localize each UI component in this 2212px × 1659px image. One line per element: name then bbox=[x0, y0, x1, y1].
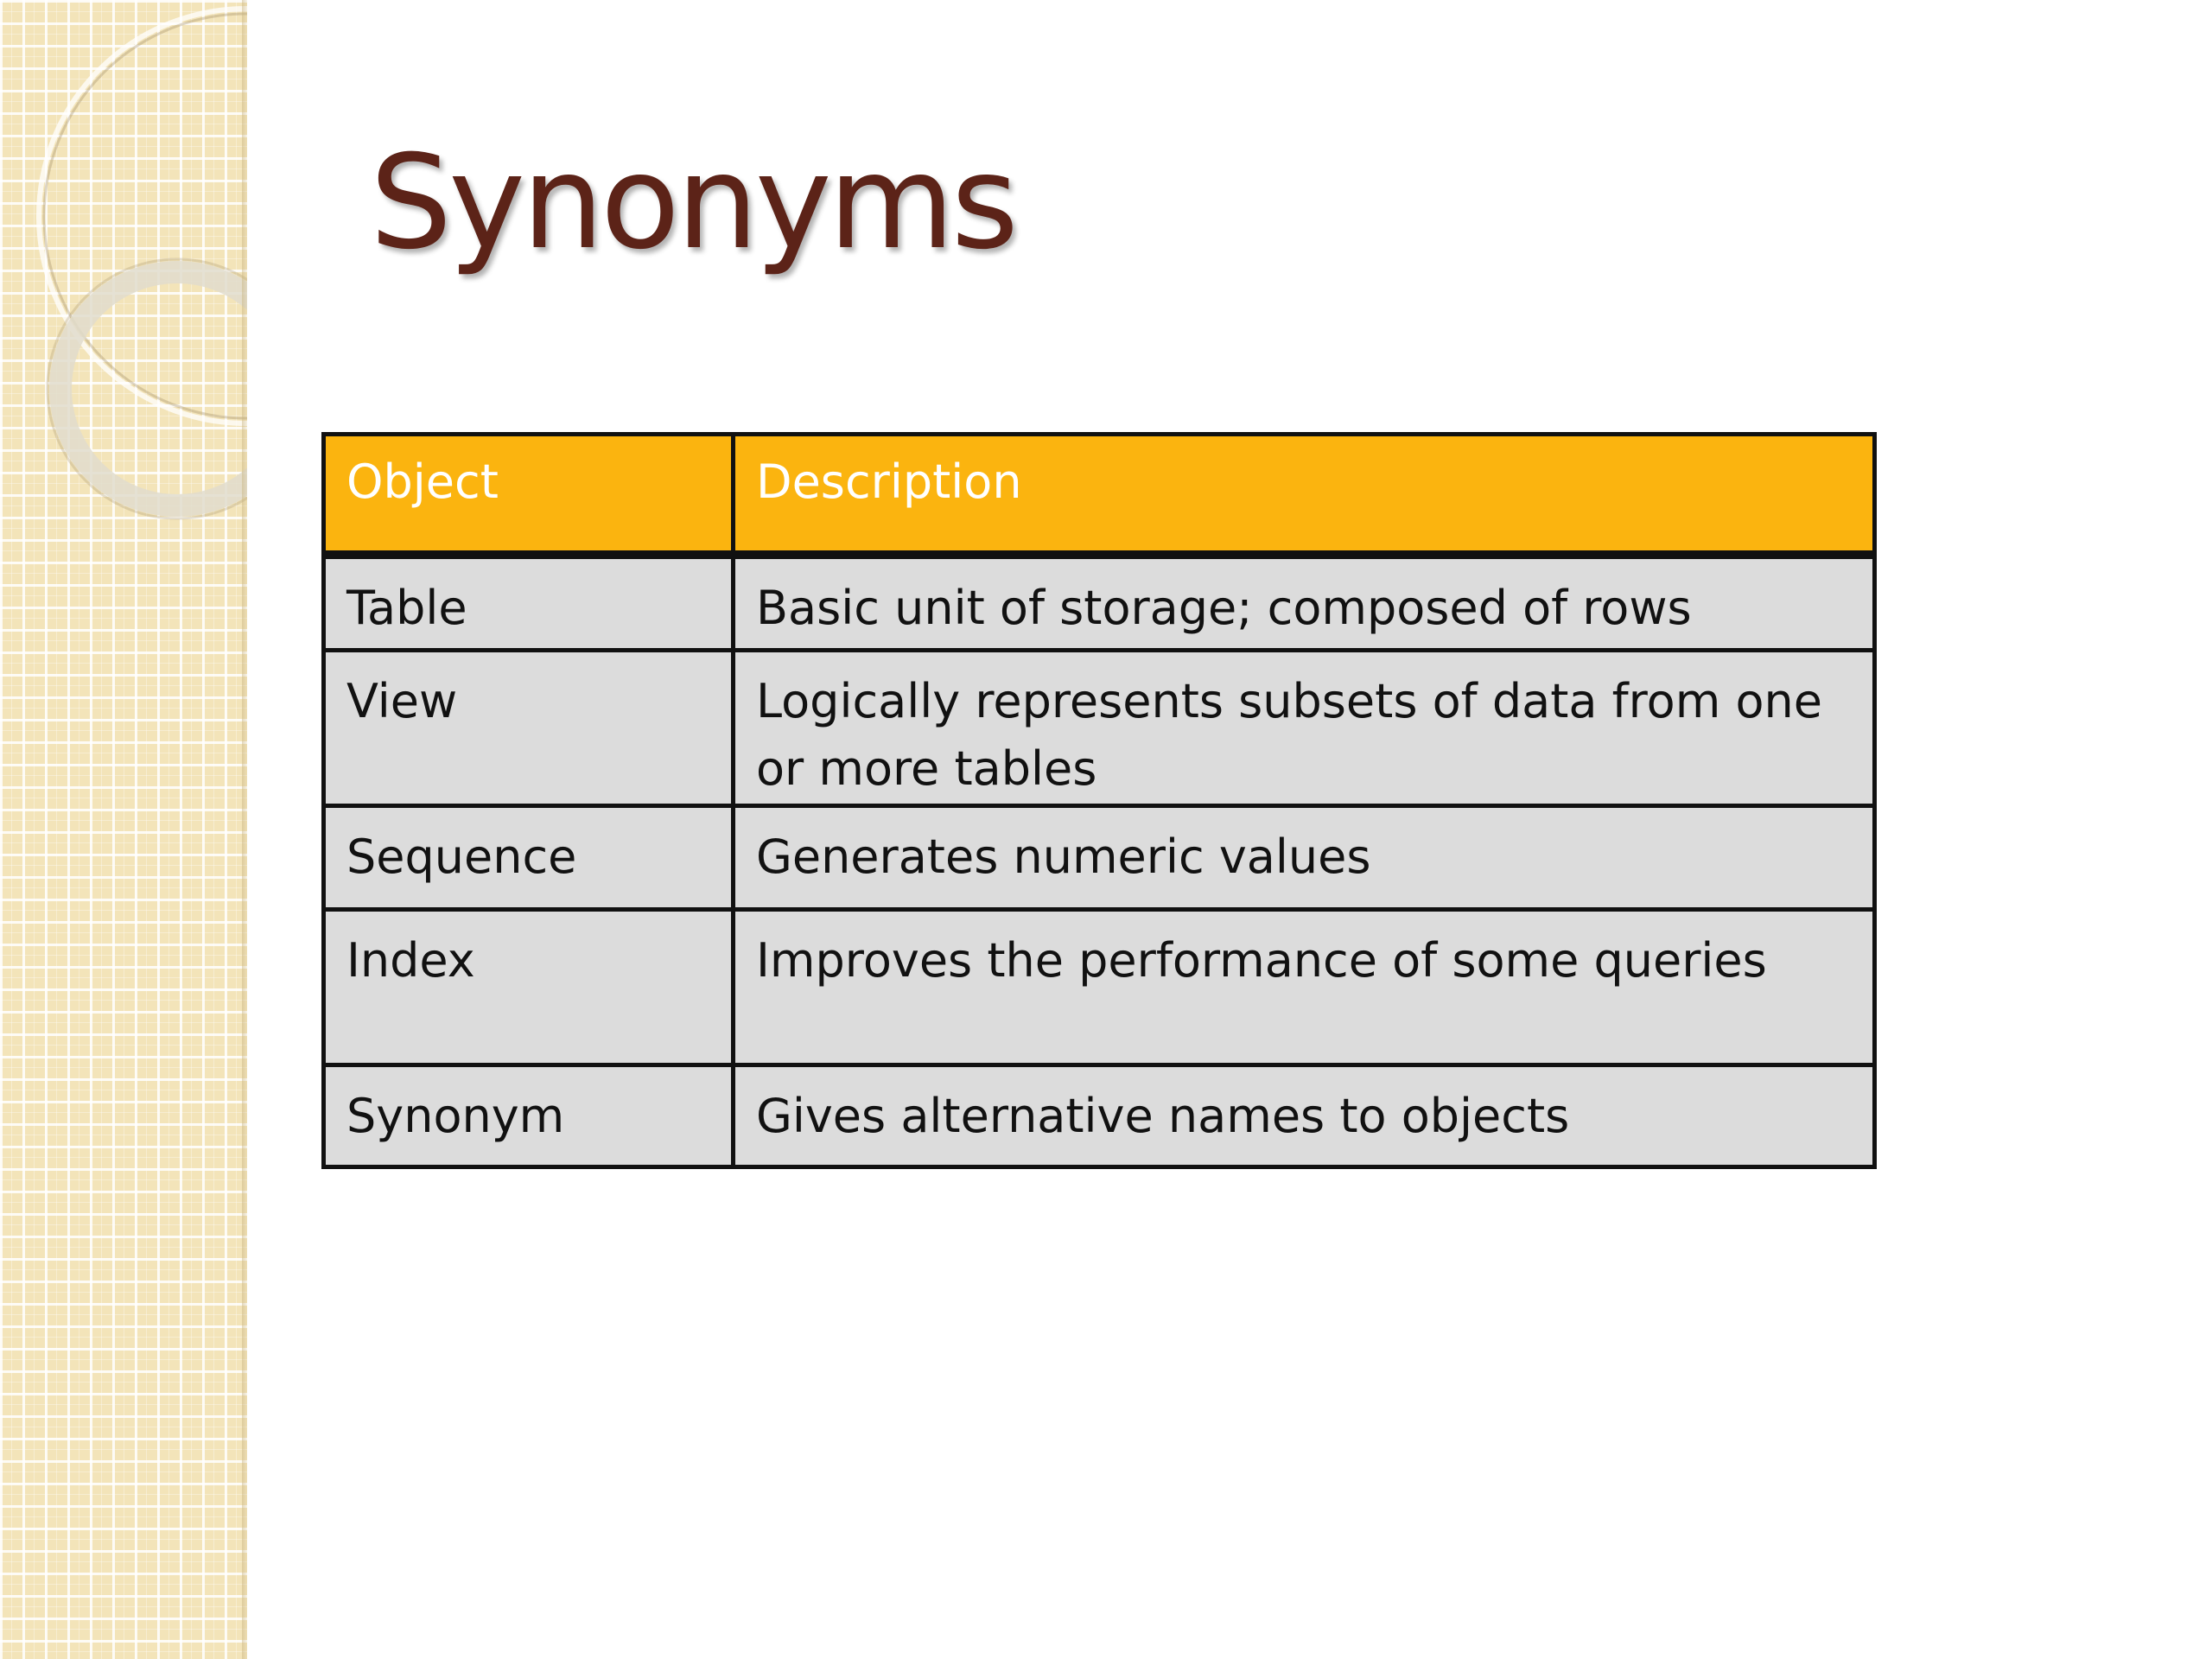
decorative-sidebar bbox=[0, 0, 247, 1659]
sidebar-edge-shadow bbox=[242, 0, 247, 1659]
objects-table bbox=[321, 432, 1877, 1169]
cell-object: Index bbox=[324, 909, 734, 1065]
cell-object: Sequence bbox=[324, 805, 734, 909]
cell-object: Table bbox=[324, 555, 734, 650]
cell-object: View bbox=[324, 650, 734, 805]
objects-table-container bbox=[321, 432, 1877, 1169]
cell-description: Basic unit of storage; composed of rows bbox=[734, 555, 1875, 650]
slide-title: Synonyms bbox=[370, 128, 1015, 278]
cell-description: Gives alternative names to objects bbox=[734, 1065, 1875, 1166]
cell-description: Logically represents subsets of data from one or more tables bbox=[734, 650, 1875, 805]
cell-object: Synonym bbox=[324, 1065, 734, 1166]
table-row bbox=[324, 909, 1875, 1065]
table-row bbox=[324, 1065, 1875, 1166]
table-header-row bbox=[324, 435, 1875, 556]
header-description: Description bbox=[734, 435, 1875, 556]
decorative-ring-small bbox=[60, 272, 247, 505]
decorative-rings bbox=[0, 0, 247, 553]
table-row bbox=[324, 805, 1875, 909]
table-row bbox=[324, 650, 1875, 805]
header-object: Object bbox=[324, 435, 734, 556]
cell-description: Generates numeric values bbox=[734, 805, 1875, 909]
cell-description: Improves the performance of some queries bbox=[734, 909, 1875, 1065]
table-row bbox=[324, 555, 1875, 650]
